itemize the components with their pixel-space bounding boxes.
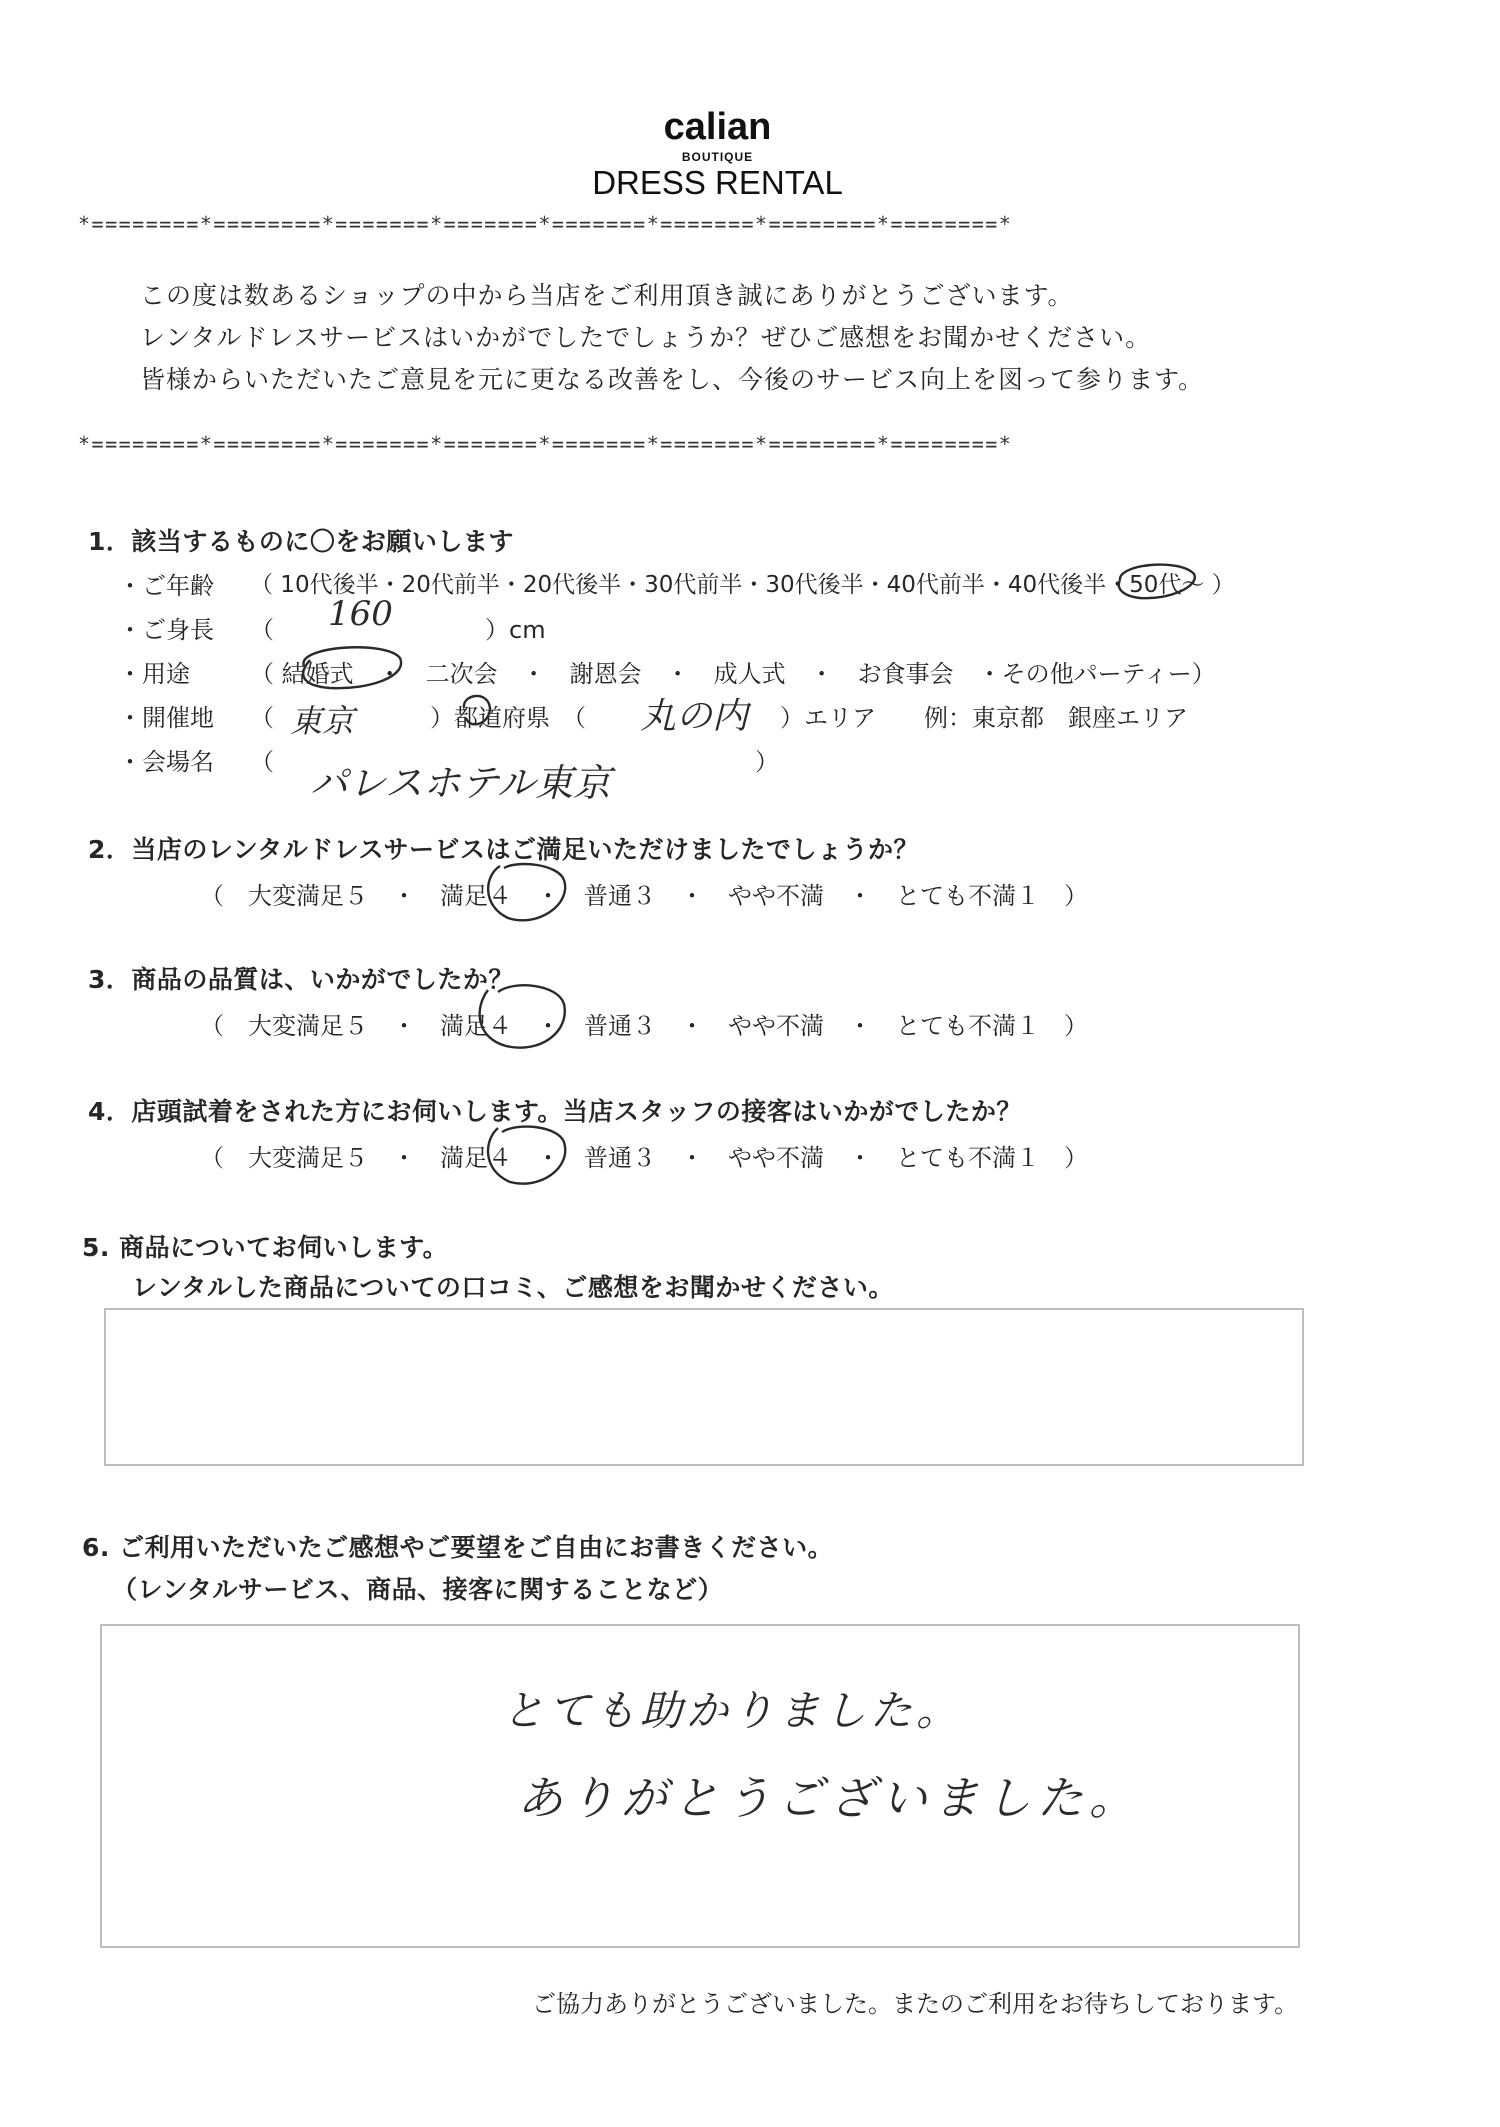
- intro-line-2: レンタルドレスサービスはいかがでしたでしょうか？ぜひご感想をお聞かせください。: [140, 323, 1152, 352]
- q6-subtitle: （レンタルサービス、商品、接客に関することなど）: [112, 1575, 724, 1604]
- intro-line-1: この度は数あるショップの中から当店をご利用頂き誠にありがとうございます。: [140, 281, 1074, 310]
- height-paren-open: （: [250, 616, 274, 644]
- purpose-selection-circle: [290, 640, 410, 696]
- venue-handwritten: パレスホテル東京: [310, 761, 611, 805]
- q6-answer-line-1: とても助かりました。: [502, 1686, 963, 1735]
- venue-area-prefecture: ）都道府県 （: [430, 704, 586, 732]
- q4-choices: （ 大変満足５ ・ 満足４ ・ 普通３ ・ やや不満 ・ とても不満１ ）: [200, 1144, 1088, 1172]
- brand-subtitle: BOUTIQUE: [681, 150, 754, 164]
- separator-top: *========*========*=======*=======*=======*=======*========*========*: [78, 212, 1013, 236]
- q3-selection-circle: [470, 980, 580, 1056]
- brand-logo: calian: [663, 106, 772, 148]
- venue-area-label: ・開催地: [118, 704, 214, 732]
- height-paren-close: ）cm: [485, 616, 546, 644]
- q5-answer-box[interactable]: [104, 1308, 1304, 1466]
- venue-paren-open: （: [250, 748, 274, 776]
- age-label: ・ご年齢: [118, 572, 214, 600]
- q5-subtitle: レンタルした商品についての口コミ、ご感想をお聞かせください。: [132, 1273, 894, 1302]
- q3-title: 3．商品の品質は、いかがでしたか？: [88, 965, 514, 994]
- age-selection-circle: [1110, 556, 1200, 604]
- q2-choices: （ 大変満足５ ・ 満足４ ・ 普通３ ・ やや不満 ・ とても不満１ ）: [200, 882, 1088, 910]
- venue-paren-close: ）: [755, 748, 779, 776]
- venue-area-example: ）エリア 例：東京都 銀座エリア: [780, 704, 1188, 732]
- age-options: （ 10代後半・20代前半・20代後半・30代前半・30代後半・40代前半・40代後半・50代〜 ）: [250, 572, 1235, 598]
- intro-line-3: 皆様からいただいたご意見を元に更なる改善をし、今後のサービス向上を図って参ります。: [140, 365, 1205, 394]
- q6-title: 6. ご利用いただいたご感想やご要望をご自由にお書きください。: [82, 1533, 834, 1562]
- purpose-label: ・用途: [118, 660, 190, 688]
- q2-title: 2．当店のレンタルドレスサービスはご満足いただけましたでしょうか？: [88, 835, 920, 864]
- q3-choices: （ 大変満足５ ・ 満足４ ・ 普通３ ・ やや不満 ・ とても不満１ ）: [200, 1012, 1088, 1040]
- area-handwritten: 丸の内: [640, 696, 749, 737]
- q6-answer-line-2: ありがとうございました。: [517, 1771, 1141, 1825]
- q4-selection-circle: [478, 1120, 578, 1192]
- venue-label: ・会場名: [118, 748, 214, 776]
- purpose-options: （ 結婚式 ・ 二次会 ・ 謝恩会 ・ 成人式 ・ お食事会 ・その他パーティー）: [250, 660, 1216, 688]
- q6-answer-box[interactable]: [100, 1624, 1300, 1948]
- q4-title: 4．店頭試着をされた方にお伺いします。当店スタッフの接客はいかがでしたか？: [88, 1097, 1022, 1126]
- venue-area-paren-open: （: [250, 704, 274, 732]
- separator-bottom: *========*========*=======*=======*=======*=======*========*========*: [78, 432, 1013, 456]
- page-title: DRESS RENTAL: [592, 164, 843, 201]
- q5-title: 5. 商品についてお伺いします。: [82, 1233, 449, 1262]
- prefecture-selection-circle: [456, 688, 496, 734]
- footer-thanks: ご協力ありがとうございました。またのご利用をお待ちしております。: [532, 1990, 1299, 2018]
- q1-title: 1．該当するものに〇をお願いします: [88, 527, 514, 556]
- prefecture-handwritten: 東京: [290, 702, 355, 740]
- height-label: ・ご身長: [118, 616, 214, 644]
- height-value-handwritten: 160: [328, 594, 393, 634]
- q2-selection-circle: [478, 858, 578, 928]
